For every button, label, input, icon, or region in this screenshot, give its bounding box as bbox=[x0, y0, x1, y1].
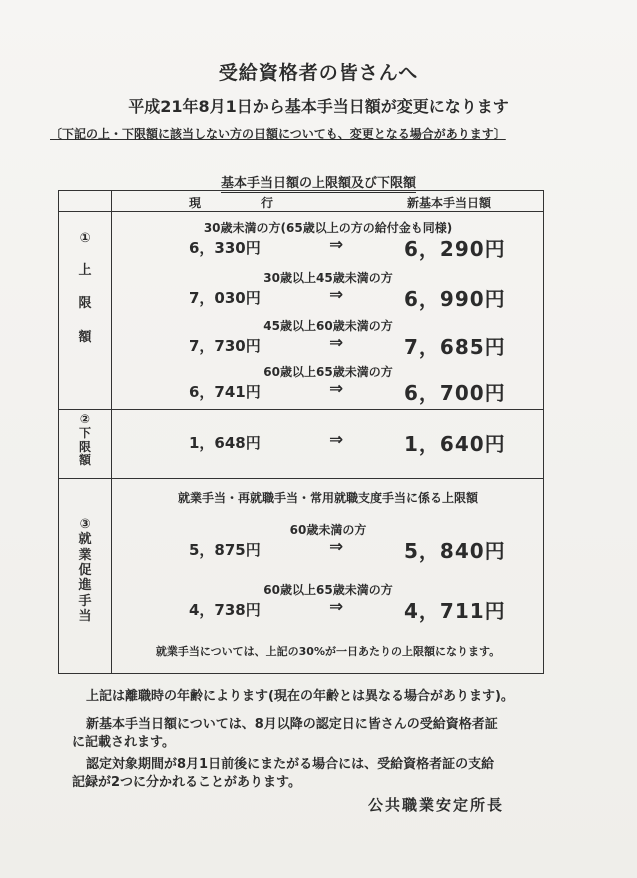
promotion-row-condition: 60歳未満の方 bbox=[289, 523, 367, 537]
header-current: 現 行 bbox=[189, 196, 274, 210]
upper-label-char: 上 bbox=[78, 262, 92, 278]
promotion-label-number: ③ bbox=[79, 517, 91, 532]
arrow-icon: ⇒ bbox=[329, 379, 344, 399]
upper-label-char: 額 bbox=[78, 329, 92, 345]
arrow-icon: ⇒ bbox=[329, 235, 344, 255]
upper-row-current: 6，741円 bbox=[189, 383, 261, 401]
table-title bbox=[0, 172, 637, 191]
promotion-row-current: 5，875円 bbox=[189, 541, 261, 559]
arrow-icon: ⇒ bbox=[329, 537, 344, 557]
promotion-row-new: 5，840円 bbox=[404, 539, 506, 563]
footer-paragraph-cert-line2: に記載されます。 bbox=[72, 735, 175, 750]
promotion-row-condition: 60歳以上65歳未満の方 bbox=[263, 583, 393, 597]
lower-label-number: ② bbox=[79, 412, 91, 426]
upper-label-number: ① bbox=[79, 231, 91, 246]
lower-label-char: 下 bbox=[78, 425, 91, 440]
promotion-label-char: 就 bbox=[78, 532, 92, 548]
promotion-row-current: 4，738円 bbox=[189, 601, 261, 619]
upper-row-condition: 30歳未満の方(65歳以上の方の給付金も同様) bbox=[203, 221, 453, 235]
upper-row-current: 7，030円 bbox=[189, 289, 261, 307]
upper-row-condition: 30歳以上45歳未満の方 bbox=[263, 271, 393, 285]
upper-row-current: 7，730円 bbox=[189, 337, 261, 355]
upper-row-new: 6，290円 bbox=[404, 237, 506, 261]
lower-label-char: 限 bbox=[78, 439, 91, 454]
allowance-table bbox=[58, 190, 544, 674]
promotion-label-char: 業 bbox=[78, 547, 92, 563]
promotion-row-new: 4，711円 bbox=[404, 599, 506, 623]
upper-limit-label bbox=[59, 231, 111, 345]
upper-row-condition: 45歳以上60歳未満の方 bbox=[263, 319, 393, 333]
issuing-office: 公共職業安定所長 bbox=[368, 796, 505, 814]
arrow-icon: ⇒ bbox=[329, 333, 344, 353]
lower-new: 1，640円 bbox=[404, 432, 506, 456]
bracket-note: 〔下記の上・下限額に該当しない方の日額についても、変更となる場合があります〕 bbox=[50, 127, 506, 141]
promotion-label-char: 手 bbox=[78, 593, 92, 609]
footer-paragraph-period-line1: 認定対象期間が8月1日前後にまたがる場合には、受給資格者証の支給 bbox=[86, 757, 495, 772]
arrow-icon: ⇒ bbox=[329, 285, 344, 305]
header-new: 新基本手当日額 bbox=[407, 196, 492, 210]
section-divider-upper bbox=[59, 409, 543, 410]
section-divider-lower bbox=[59, 478, 543, 479]
promotion-heading: 就業手当・再就職手当・常用就職支度手当に係る上限額 bbox=[177, 491, 478, 505]
upper-row-condition: 60歳以上65歳未満の方 bbox=[263, 365, 393, 379]
lower-current: 1，648円 bbox=[189, 434, 261, 452]
upper-row-new: 7，685円 bbox=[404, 335, 506, 359]
footer-paragraph-cert-line1: 新基本手当日額については、8月以降の認定日に皆さんの受給資格者証 bbox=[86, 717, 498, 732]
promotion-label-char: 当 bbox=[78, 608, 92, 624]
document-title: 受給資格者の皆さんへ bbox=[218, 62, 419, 84]
footer-paragraph-age: 上記は離職時の年齢によります(現在の年齢とは異なる場合があります)。 bbox=[86, 689, 514, 704]
table-title-text: 基本手当日額の上限額及び下限額 bbox=[220, 176, 416, 191]
document-subtitle: 平成21年8月1日から基本手当日額が変更になります bbox=[128, 97, 509, 116]
header-divider bbox=[59, 211, 543, 212]
column-divider bbox=[111, 191, 112, 673]
arrow-icon: ⇒ bbox=[329, 430, 344, 450]
upper-row-new: 6，990円 bbox=[404, 287, 506, 311]
lower-limit-label bbox=[59, 413, 111, 468]
upper-label-char: 限 bbox=[78, 296, 92, 312]
promotion-label-char: 促 bbox=[78, 562, 92, 578]
upper-row-current: 6，330円 bbox=[189, 239, 261, 257]
arrow-icon: ⇒ bbox=[329, 597, 344, 617]
promotion-label-char: 進 bbox=[78, 578, 92, 594]
upper-row-new: 6，700円 bbox=[404, 381, 506, 405]
promotion-label bbox=[59, 517, 111, 624]
lower-label-char: 額 bbox=[78, 453, 91, 468]
promotion-footnote: 就業手当については、上記の30%が一日あたりの上限額になります。 bbox=[155, 645, 501, 658]
footer-paragraph-period-line2: 記録が2つに分かれることがあります。 bbox=[72, 775, 302, 790]
